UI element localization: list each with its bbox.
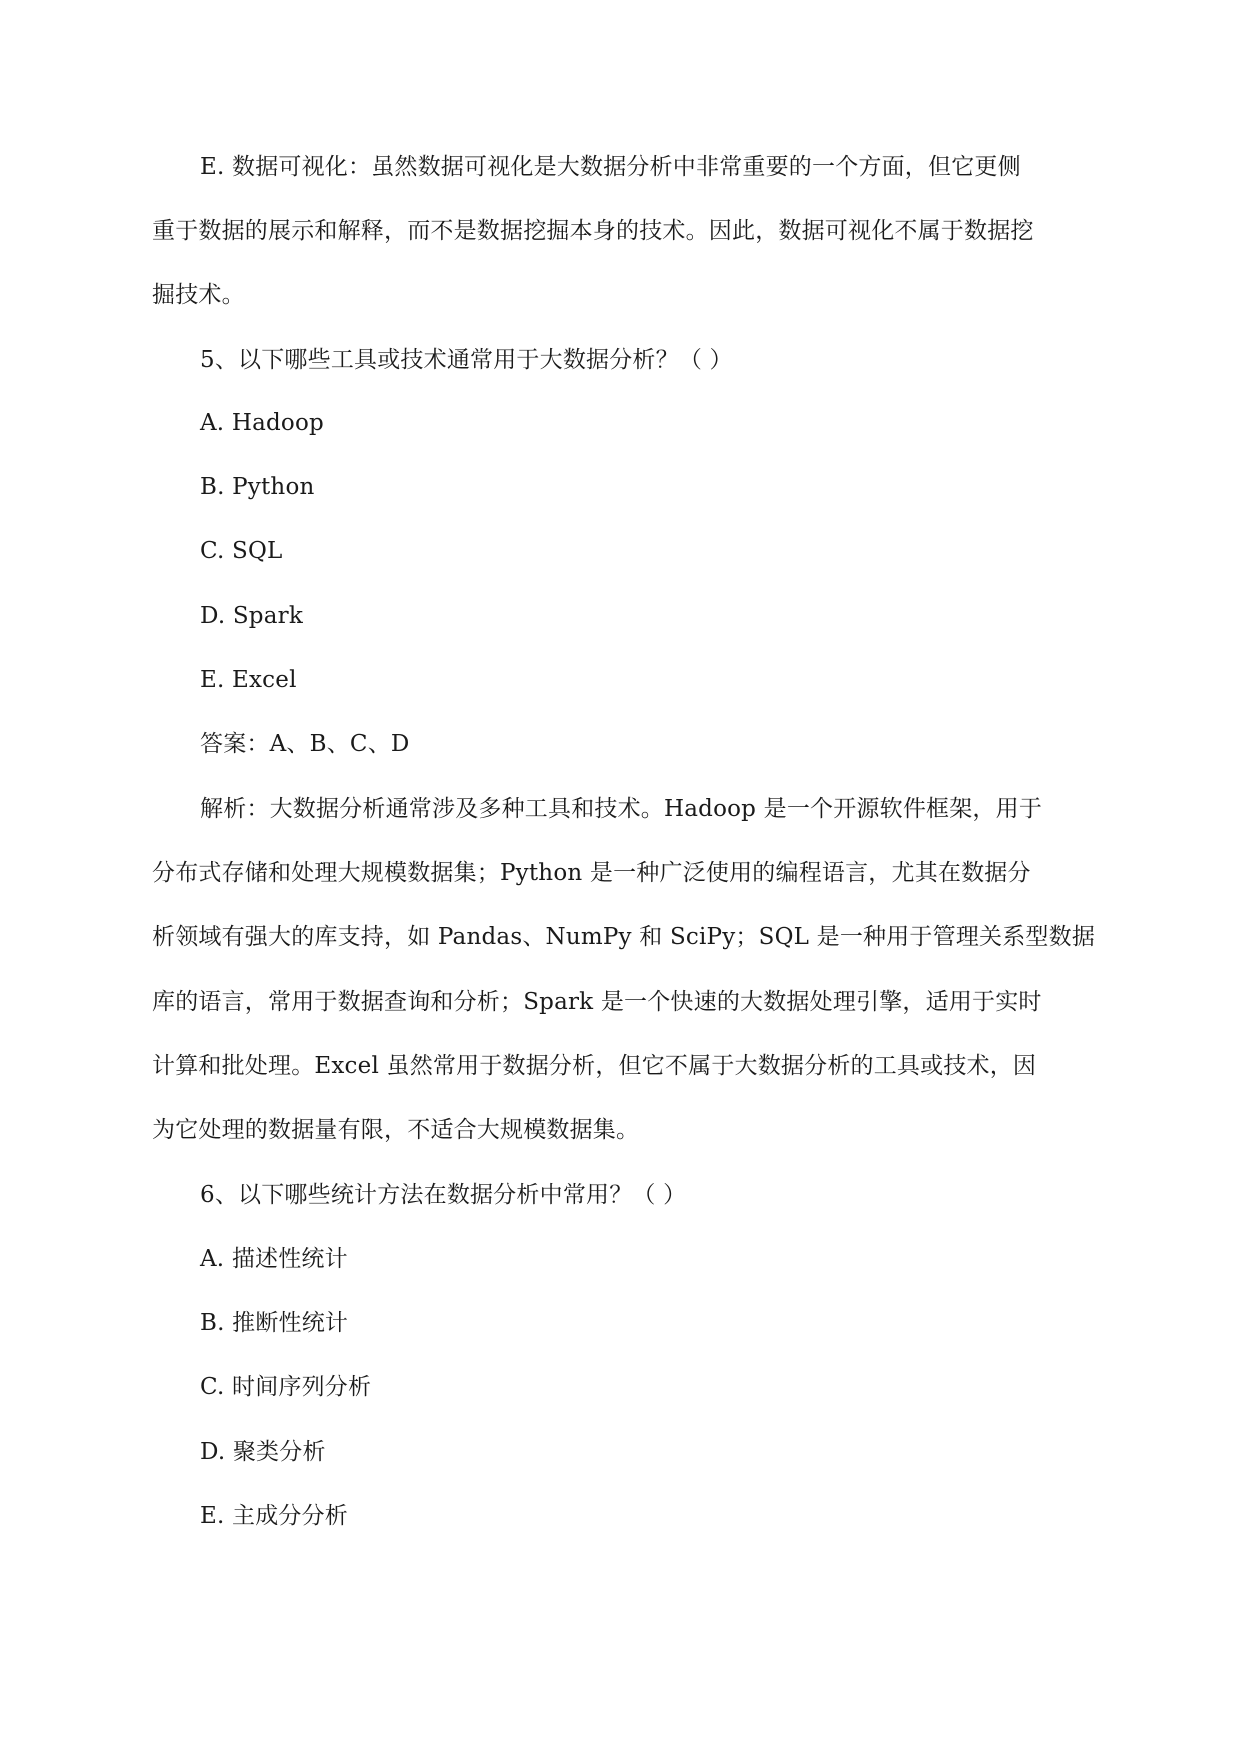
question-5-option-b: B. Python (200, 474, 315, 500)
question-5-option-d: D. Spark (200, 603, 303, 629)
question-5-option-c: C. SQL (200, 538, 283, 564)
question-5-analysis-line-1: 解析：大数据分析通常涉及多种工具和技术。Hadoop 是一个开源软件框架，用于 (200, 796, 1043, 822)
option-e-explanation-line-3: 掘技术。 (152, 282, 245, 308)
question-5-option-a: A. Hadoop (200, 410, 324, 436)
question-6-option-c: C. 时间序列分析 (200, 1374, 372, 1400)
question-6-option-d: D. 聚类分析 (200, 1439, 326, 1465)
question-5-analysis-line-6: 为它处理的数据量有限，不适合大规模数据集。 (152, 1117, 640, 1143)
question-5-analysis-line-5: 计算和批处理。Excel 虽然常用于数据分析，但它不属于大数据分析的工具或技术，因 (152, 1053, 1037, 1079)
question-6-option-e: E. 主成分分析 (200, 1503, 349, 1529)
question-5-analysis-line-4: 库的语言，常用于数据查询和分析；Spark 是一个快速的大数据处理引擎，适用于实时 (152, 989, 1042, 1015)
question-5-option-e: E. Excel (200, 667, 297, 693)
question-6-option-a: A. 描述性统计 (200, 1246, 348, 1272)
question-5-answer: 答案：A、B、C、D (200, 731, 410, 757)
question-6-option-b: B. 推断性统计 (200, 1310, 349, 1336)
option-e-explanation-line-1: E. 数据可视化：虽然数据可视化是大数据分析中非常重要的一个方面，但它更侧 (200, 154, 1021, 180)
question-5-analysis-line-3: 析领域有强大的库支持，如 Pandas、NumPy 和 SciPy；SQL 是一种用于管理关系型数据 (152, 924, 1096, 950)
question-5-title: 5、以下哪些工具或技术通常用于大数据分析？（ ） (200, 347, 733, 373)
question-6-title: 6、以下哪些统计方法在数据分析中常用？（ ） (200, 1182, 687, 1208)
option-e-explanation-line-2: 重于数据的展示和解释，而不是数据挖掘本身的技术。因此，数据可视化不属于数据挖 (152, 218, 1034, 244)
question-5-analysis-line-2: 分布式存储和处理大规模数据集；Python 是一种广泛使用的编程语言，尤其在数据分 (152, 860, 1031, 886)
